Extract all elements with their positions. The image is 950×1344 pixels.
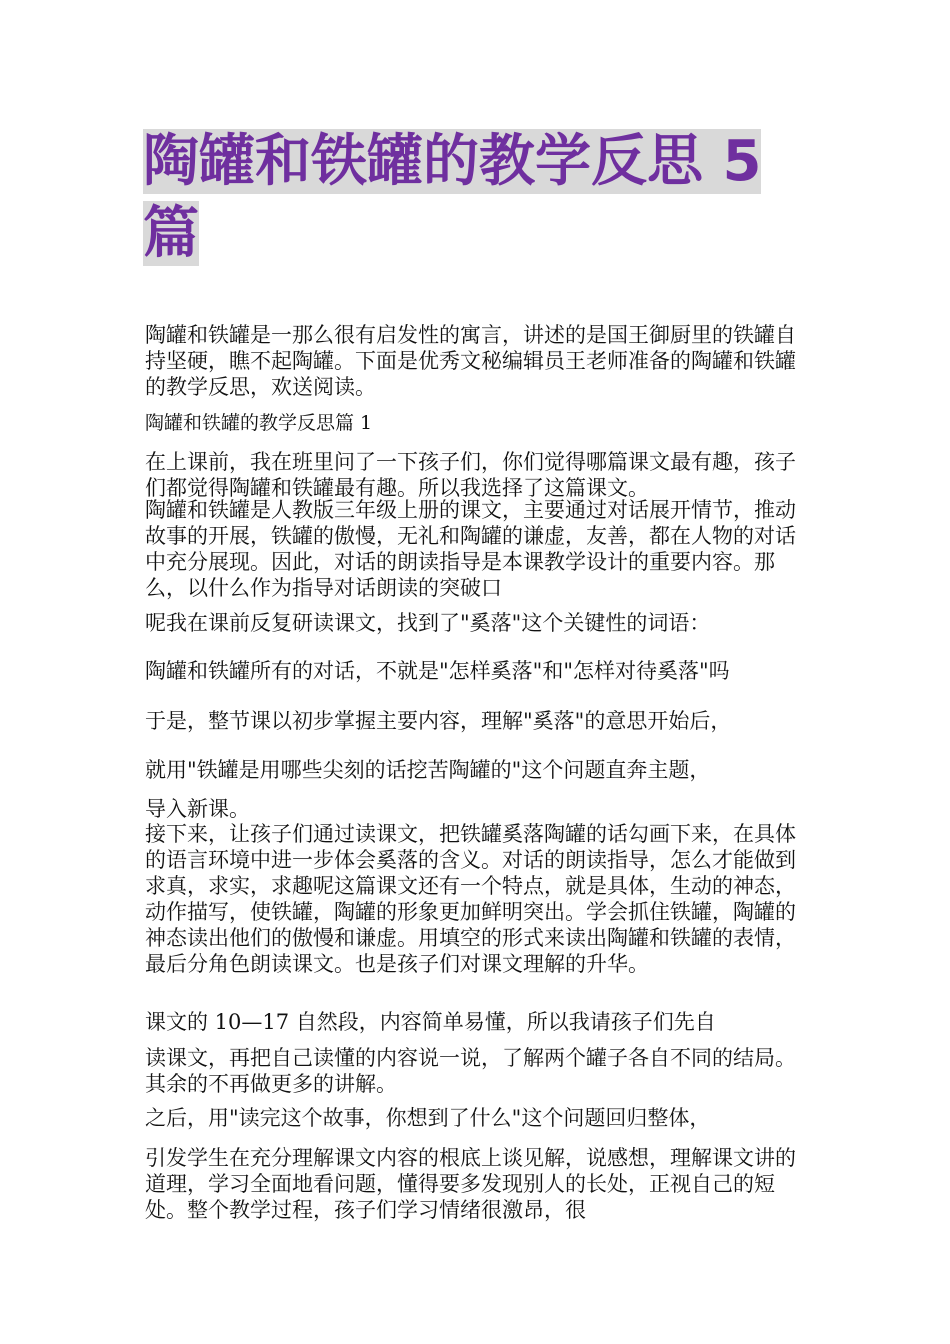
paragraph-2: 陶罐和铁罐是人教版三年级上册的课文，主要通过对话展开情节，推动故事的开展，铁罐的傲慢，无礼和陶罐的谦虚，友善，都在人物的对话中充分展现。因此，对话的朗读指导是本课教学设计的重要内容。那么，以什么作为指导对话朗读的突破口 [145,498,796,600]
intro-paragraph: 陶罐和铁罐是一那么很有启发性的寓言，讲述的是国王御厨里的铁罐自持坚硬，瞧不起陶罐。下面是优秀文秘编辑员王老师准备的陶罐和铁罐的教学反思，欢送阅读。 [145,323,796,399]
section-heading-1: 陶罐和铁罐的教学反思篇 1 [145,412,373,434]
paragraph-1: 在上课前，我在班里问了一下孩子们，你们觉得哪篇课文最有趣，孩子们都觉得陶罐和铁罐最有趣。所以我选择了这篇课文。 [145,450,796,500]
text-line-1: 呢我在课前反复研读课文，找到了"奚落"这个关键性的词语： [145,611,711,635]
text-line-3: 于是，整节课以初步掌握主要内容，理解"奚落"的意思开始后， [145,709,732,733]
page-title [143,126,823,270]
text-line-4: 就用"铁罐是用哪些尖刻的话挖苦陶罐的"这个问题直奔主题， [145,758,711,782]
text-line-5: 导入新课。 [145,797,250,821]
text-line-6: 课文的 10—17 自然段，内容简单易懂，所以我请孩子们先自 [145,1010,716,1034]
text-line-2: 陶罐和铁罐所有的对话，不就是"怎样奚落"和"怎样对待奚落"吗 [145,659,730,683]
title-line-1: 陶罐和铁罐的教学反思 5 [143,129,762,194]
paragraph-5: 引发学生在充分理解课文内容的根底上谈见解，说感想，理解课文讲的道理，学习全面地看问题，懂得要多发现别人的长处，正视自己的短处。整个教学过程，孩子们学习情绪很激昂，很 [145,1146,796,1222]
paragraph-3: 接下来，让孩子们通过读课文，把铁罐奚落陶罐的话勾画下来，在具体的语言环境中进一步体会奚落的含义。对话的朗读指导，怎么才能做到求真，求实，求趣呢这篇课文还有一个特点，就是具体，生动的神态，动作描写，使铁罐，陶罐的形象更加鲜明突出。学会抓住铁罐，陶罐的神态读出他们的傲慢和谦虚。用填空的形式来读出陶罐和铁罐的表情，最后分角色朗读课文。也是孩子们对课文理解的升华。 [145,822,796,976]
paragraph-4: 读课文，再把自己读懂的内容说一说，了解两个罐子各自不同的结局。其余的不再做更多的讲解。 [145,1046,796,1096]
text-line-7: 之后，用"读完这个故事，你想到了什么"这个问题回归整体， [145,1106,711,1130]
title-line-2: 篇 [143,201,199,266]
